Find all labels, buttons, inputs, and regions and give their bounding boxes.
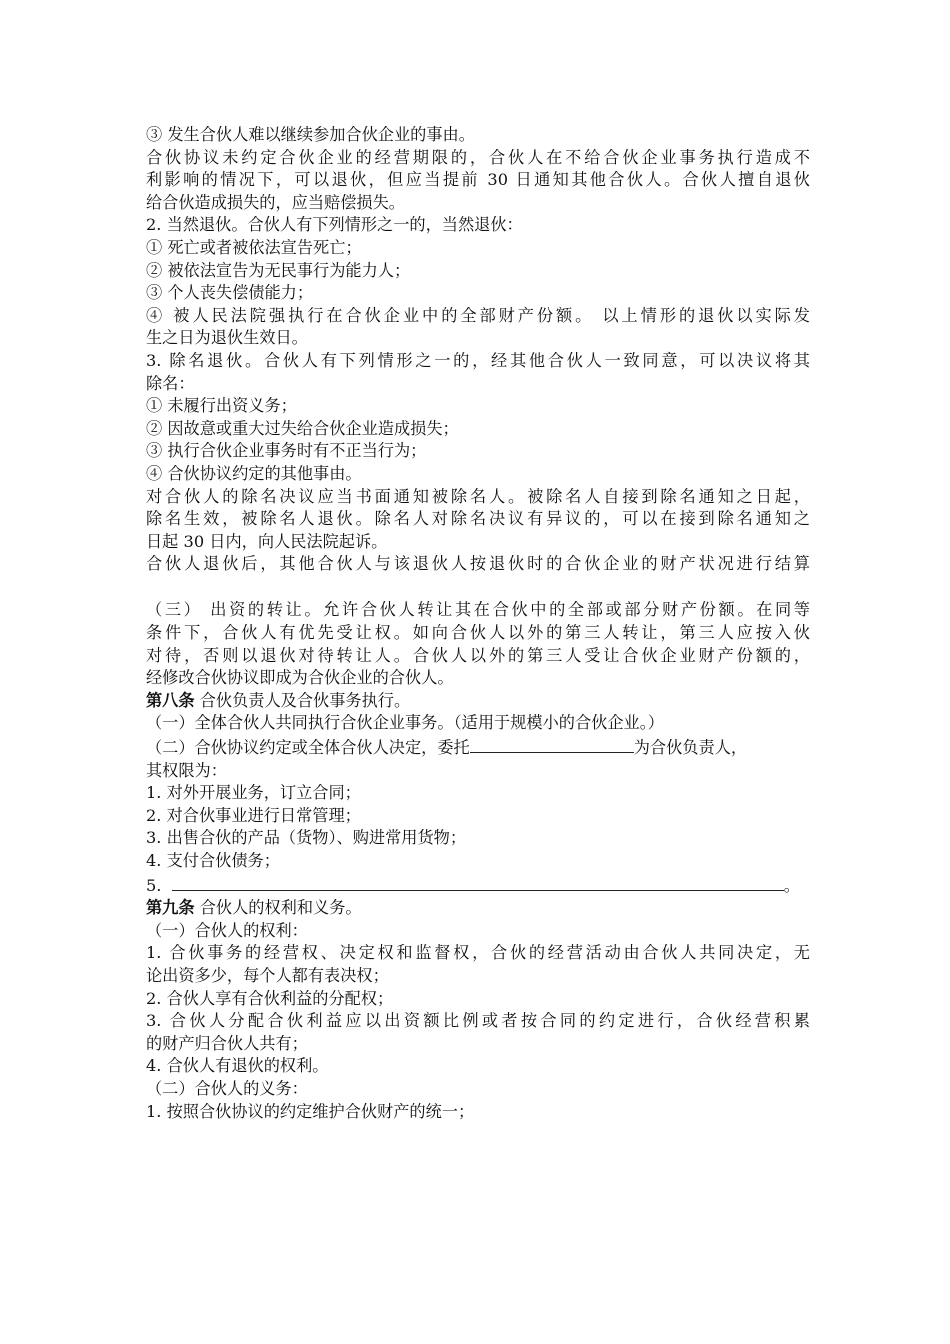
item-5-period: 。 [783, 875, 800, 895]
article-8-heading [146, 690, 810, 713]
text-line: 给合伙造成损失的，应当赔偿损失。 [146, 192, 405, 212]
text-line: ④ 合伙协议约定的其他事由。 [146, 463, 362, 483]
text-line: ④ 被人民法院强执行在合伙企业中的全部财产份额。 以上情形的退伙以实际发 [146, 305, 810, 325]
blank-line [146, 577, 810, 600]
text-line: ③ 执行合伙企业事务时有不正当行为； [146, 441, 427, 461]
text-line: 对合伙人的除名决议应当书面通知被除名人。被除名人自接到除名通知之日起， [146, 486, 810, 506]
item-5-number: 5. [146, 875, 162, 895]
text-line: ③ 发生合伙人难以继续参加合伙企业的事由。 [146, 125, 475, 144]
text-line: ③ 个人丧失偿债能力； [146, 283, 314, 303]
delegate-blank-field[interactable] [470, 735, 634, 753]
text-line: ① 未履行出资义务； [146, 396, 297, 416]
text-line: 利影响的情况下，可以退伙，但应当提前 30 日通知其他合伙人。合伙人擅自退伙 [146, 170, 810, 190]
text-line: （一）全体合伙人共同执行合伙企业事务。（适用于规模小的合伙企业。） [146, 713, 664, 733]
article-9-label: 第九条 [146, 898, 195, 918]
text-line: 合伙人退伙后，其他合伙人与该退伙人按退伙时的合伙企业的财产状况进行结算 [146, 554, 810, 574]
text-line: 其权限为： [146, 760, 227, 780]
text-line: 3. 出售合伙的产品（货物）、购进常用货物； [146, 828, 467, 848]
text-line: 1. 合伙事务的经营权、决定权和监督权，合伙的经营活动由合伙人共同决定，无 [146, 943, 810, 963]
text-line: 生之日为退伙生效日。 [146, 328, 308, 348]
article-8-label: 第八条 [146, 690, 195, 710]
text-line: 1. 对外开展业务，订立合同； [146, 783, 361, 803]
text-line: 3. 除名退伙。合伙人有下列情形之一的，经其他合伙人一致同意，可以决议将其 [146, 350, 810, 370]
text-line: 2. 对合伙事业进行日常管理； [146, 805, 361, 825]
text-line: 日起 30 日内，向人民法院起诉。 [146, 531, 388, 551]
document-page [146, 124, 810, 1123]
text-line: 的财产归合伙人共有； [146, 1033, 308, 1053]
text-line: ② 因故意或重大过失给合伙企业造成损失； [146, 418, 459, 438]
text-line: 4. 支付合伙债务； [146, 851, 280, 870]
text-line: ① 死亡或者被依法宣告死亡； [146, 237, 362, 257]
delegate-line [146, 735, 810, 760]
text-line: 经修改合伙协议即成为合伙企业的合伙人。 [146, 668, 454, 688]
text-line: 除名生效，被除名人退伙。除名人对除名决议有异议的，可以在接到除名通知之 [146, 509, 810, 529]
text-line: 1. 按照合伙协议的约定维护合伙财产的统一； [146, 1101, 475, 1121]
text-line: （一）合伙人的权利： [146, 920, 308, 940]
delegate-text-after: 为合伙负责人， [633, 738, 748, 758]
delegate-text-before: （二）合伙协议约定或全体合伙人决定，委托 [146, 738, 470, 758]
text-line: 2. 当然退伙。合伙人有下列情形之一的，当然退伙： [146, 215, 523, 235]
item-5-blank-field[interactable] [172, 873, 784, 891]
text-line: ② 被依法宣告为无民事行为能力人； [146, 260, 411, 280]
text-line: 合伙协议未约定合伙企业的经营期限的，合伙人在不给合伙企业事务执行造成不 [146, 147, 810, 167]
article-9-title: 合伙人的权利和义务。 [199, 898, 362, 918]
text-line: （二）合伙人的义务： [146, 1078, 308, 1098]
text-line: 3. 合伙人分配合伙利益应以出资额比例或者按合同的约定进行，合伙经营积累 [146, 1011, 810, 1031]
text-line: 条件下，合伙人有优先受让权。如向合伙人以外的第三人转让，第三人应按入伙 [146, 623, 810, 643]
text-line: 除名： [146, 373, 195, 393]
text-line: （三） 出资的转让。允许合伙人转让其在合伙中的全部或部分财产份额。在同等 [146, 600, 810, 620]
item-5-line [146, 873, 810, 898]
article-8-title: 合伙负责人及合伙事务执行。 [199, 690, 411, 710]
text-line: 论出资多少，每个人都有表决权； [146, 965, 389, 985]
article-9-heading [146, 897, 810, 920]
text-line: 2. 合伙人享有合伙利益的分配权； [146, 988, 394, 1008]
text-line: 4. 合伙人有退伙的权利。 [146, 1056, 329, 1076]
text-line: 对待，否则以退伙对待转让人。合伙人以外的第三人受让合伙企业财产份额的， [146, 645, 810, 665]
